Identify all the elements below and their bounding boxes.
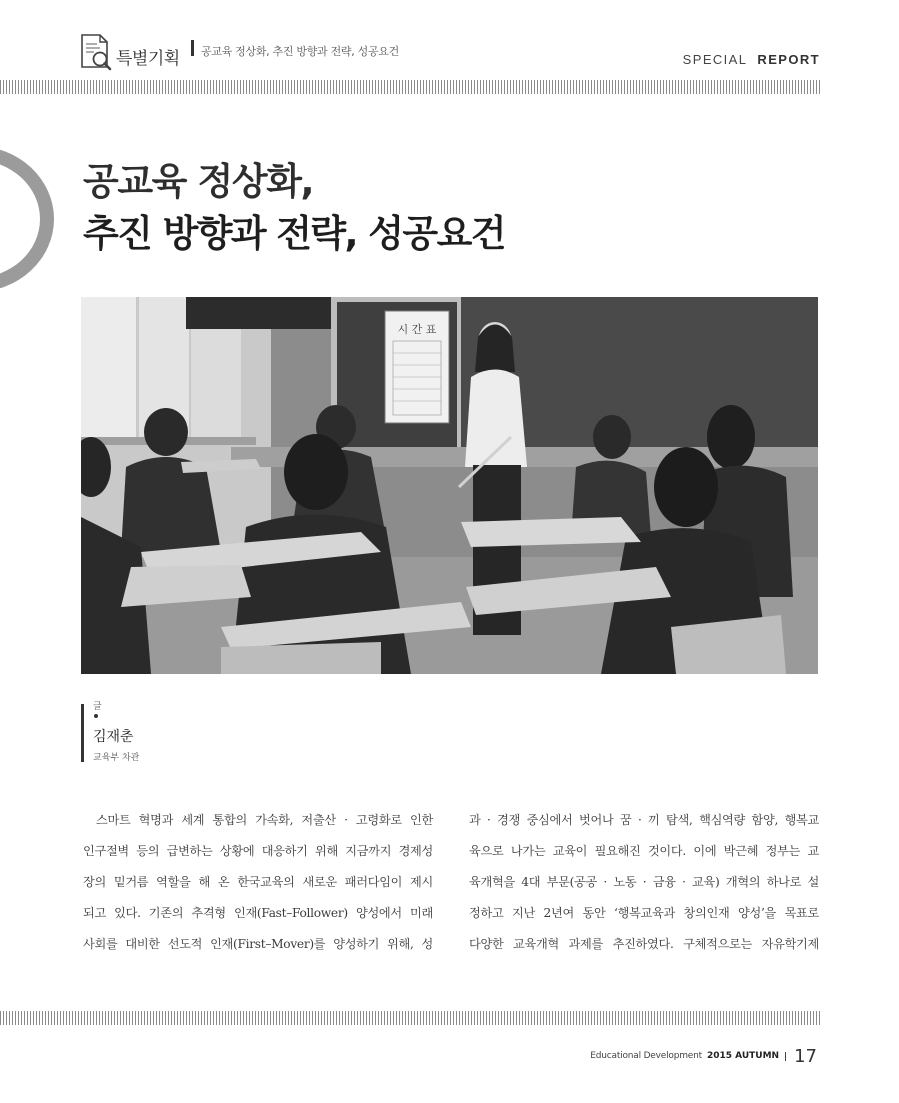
author-bullet bbox=[94, 714, 98, 718]
section-title: 특별기획 bbox=[116, 49, 180, 69]
classroom-photo bbox=[81, 297, 818, 674]
header-divider bbox=[191, 40, 194, 56]
author-divider bbox=[81, 704, 84, 762]
body-column-right bbox=[469, 810, 819, 965]
magazine-name: Educational Development bbox=[590, 1051, 702, 1061]
document-search-icon bbox=[80, 34, 112, 72]
author-label: 글 bbox=[93, 702, 102, 712]
author-role: 교육부 차관 bbox=[93, 753, 140, 763]
body-line: 되고 있다. 기존의 추격형 인재(Fast–Follower) 양성에서 미래 bbox=[83, 906, 433, 920]
body-line: 정하고 지난 2년여 동안 ‘행복교육과 창의인재 양성’을 목표로 bbox=[469, 906, 819, 920]
top-stripe-divider bbox=[0, 80, 820, 94]
section-subtitle: 공교육 정상화, 추진 방향과 전략, 성공요건 bbox=[201, 45, 399, 58]
body-line: 스마트 혁명과 세계 통합의 가속화, 저출산 · 고령화로 인한 bbox=[96, 813, 433, 827]
footer-divider bbox=[785, 1052, 786, 1061]
body-line: 인구절벽 등의 급변하는 상황에 대응하기 위해 지금까지 경제성 bbox=[83, 844, 433, 858]
article-title-line1: 공교육 정상화, bbox=[83, 160, 314, 203]
body-line: 과 · 경쟁 중심에서 벗어나 꿈 · 끼 탐색, 핵심역량 함양, 행복교 bbox=[469, 813, 819, 827]
page-number: 17 bbox=[794, 1045, 817, 1067]
author-name: 김재춘 bbox=[93, 729, 134, 745]
body-line: 육개혁을 4대 부문(공공 · 노동 · 금융 · 교육) 개혁의 하나로 설 bbox=[469, 875, 819, 889]
issue-season: 2015 AUTUMN bbox=[706, 1051, 780, 1061]
special-label: SPECIAL bbox=[682, 52, 748, 67]
bottom-stripe-divider bbox=[0, 1011, 820, 1025]
decorative-arc bbox=[0, 146, 54, 292]
special-report-label bbox=[683, 52, 820, 67]
body-line: 장의 밑거름 역할을 해 온 한국교육의 새로운 패러다임이 제시 bbox=[83, 875, 433, 889]
article-title-line2: 추진 방향과 전략, 성공요건 bbox=[83, 212, 505, 255]
body-line: 다양한 교육개혁 과제를 추진하였다. 구체적으로는 자유학기제 bbox=[469, 937, 819, 951]
body-column-left bbox=[83, 810, 433, 965]
page-footer bbox=[590, 1043, 817, 1069]
body-line: 사회를 대비한 선도적 인재(First–Mover)를 양성하기 위해, 성 bbox=[83, 937, 433, 951]
report-label: REPORT bbox=[757, 52, 820, 67]
running-header bbox=[80, 34, 820, 76]
classroom-photo-illustration bbox=[81, 297, 818, 674]
body-line: 육으로 나가는 교육이 필요해진 것이다. 이에 박근혜 정부는 교 bbox=[469, 844, 819, 858]
board-sign-text: 시 간 표 bbox=[397, 323, 437, 336]
